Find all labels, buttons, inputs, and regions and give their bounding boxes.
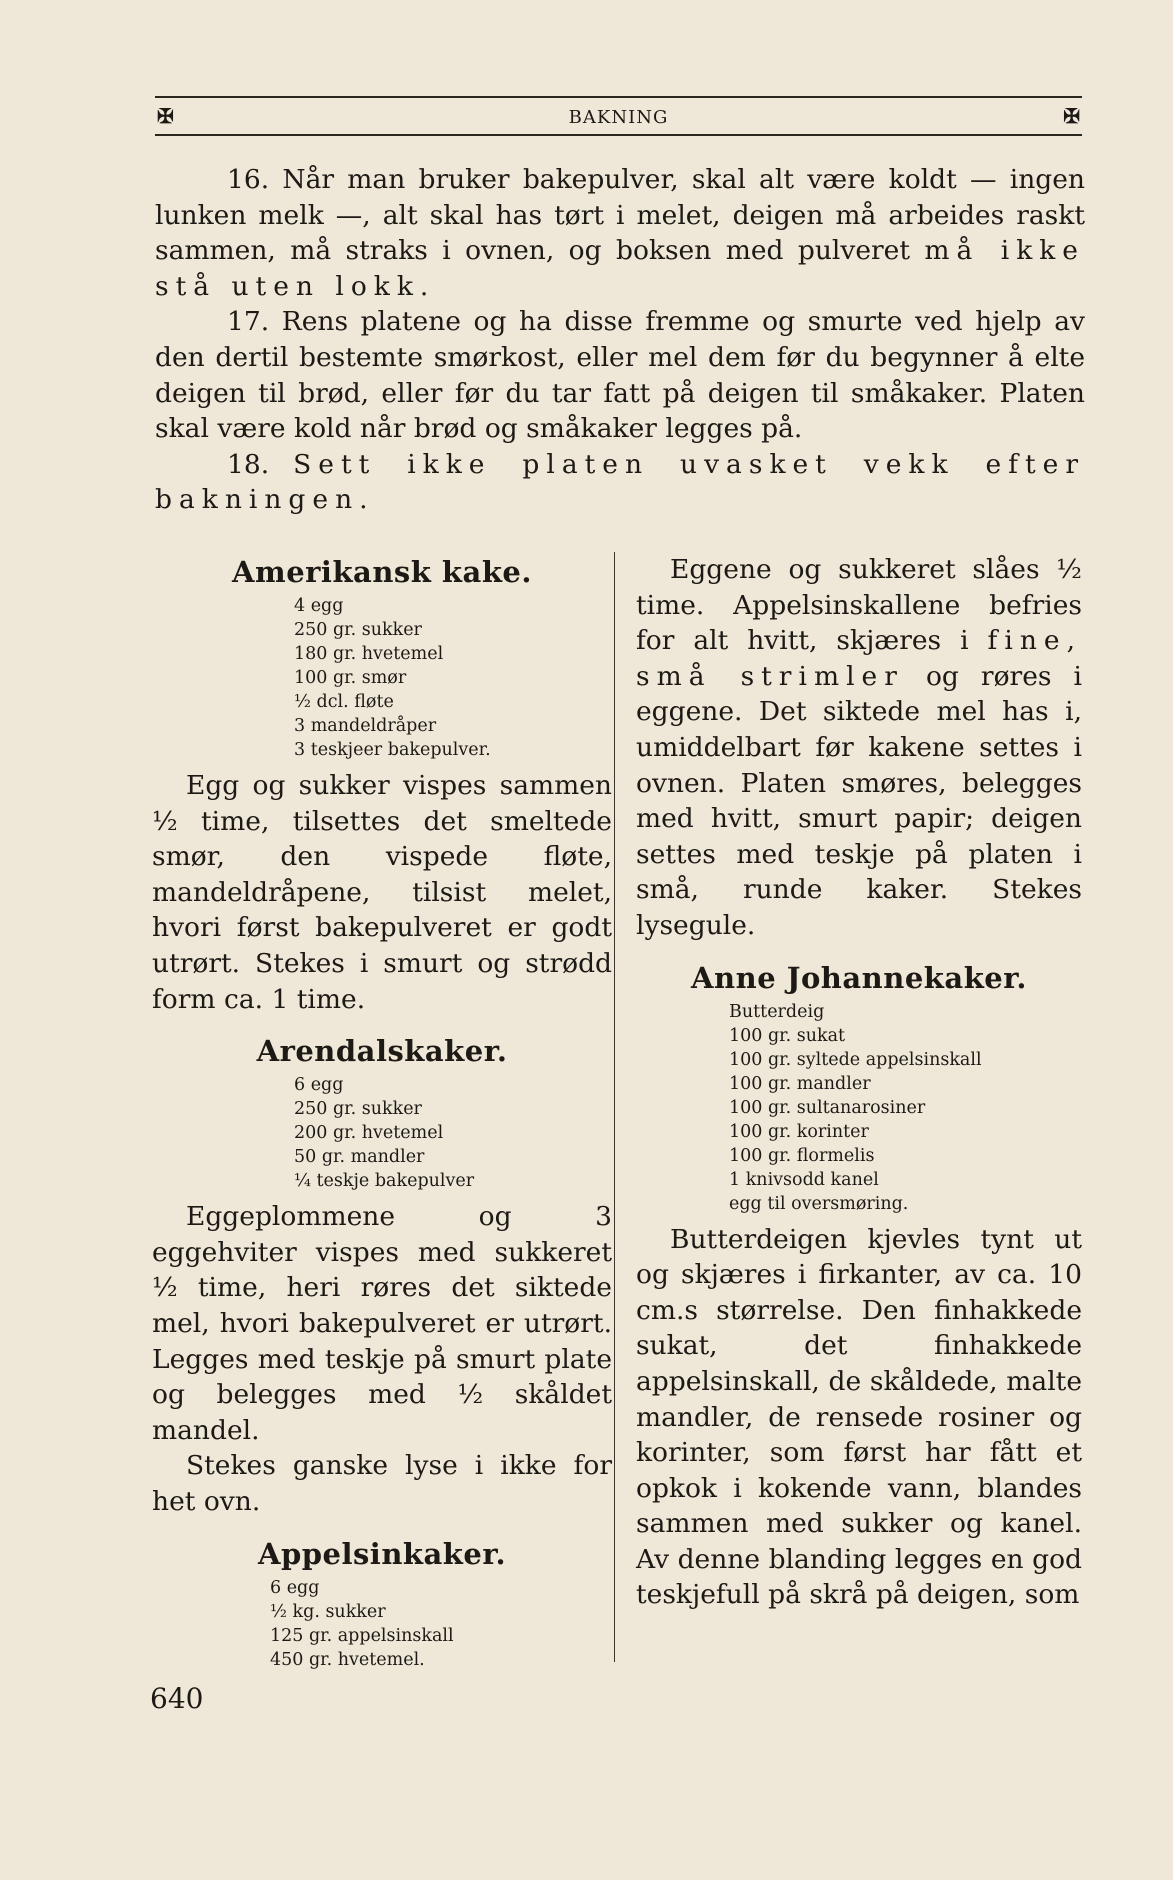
ingredient: 250 gr. sukker [294, 620, 422, 640]
ingredient: ½ kg. sukker [270, 1601, 386, 1622]
ingredient: 250 gr. sukker [294, 1099, 422, 1120]
running-header [155, 96, 1082, 136]
left-column [152, 552, 612, 1678]
ingredient: Butterdeig [729, 1001, 825, 1022]
ingredient: 100 gr. sultanarosiner [729, 1097, 926, 1118]
ingredient: 100 gr. syltede appelsinskall [729, 1049, 982, 1070]
rule-16: 16. Når man bruker bakepulver, skal alt være koldt — ingen lunken melk —, alt skal has tørt i melet, deigen må arbeides raskt sammen, må straks i ovnen, og boksen med pulveret må ikke stå uten lokk. [155, 164, 1085, 302]
ingredient: 125 gr. appelsinskall [270, 1625, 454, 1646]
ingredient: 50 gr. mandler [294, 1147, 425, 1168]
recipe-text-anne: Butterdeigen kjevles tynt ut og skjæres i firkanter, av ca. 10 cm.s størrelse. Den finhakkede sukat, det finhakkede appelsinskall, de skåldede, malte mandler, de rensede rosiner og korinter, som først har fått et opkok i kokende vann, blandes sammen med sukker og kanel. Av denne blanding legges en god teskjefull på skrå på deigen, som [636, 1223, 1082, 1611]
ingredient: 100 gr. korinter [729, 1121, 869, 1142]
ingredient-list-arendal [294, 1073, 612, 1193]
ingredient: 3 mandeldråper [294, 716, 437, 736]
rule-18: 18. Sett ikke platen uvasket vekk efter bakningen. [155, 448, 1085, 516]
ingredient-list-appelsin [270, 1576, 612, 1672]
recipe-text-amerikansk: Egg og sukker vispes sammen ½ time, tilsettes det smeltede smør, den vispede fløte, mandeldråpene, tilsist melet, hvori først bakepulveret er godt utrørt. Stekes i smurt og strødd form ca. 1 time. [152, 770, 612, 1015]
ingredient: 100 gr. mandler [729, 1073, 871, 1094]
recipe-title-appelsin: Appelsinkaker. [257, 1536, 507, 1571]
ingredient: 180 gr. hvetemel [294, 644, 444, 664]
recipe-text-arendal-2: Stekes ganske lyse i ikke for het ovn. [152, 1450, 612, 1517]
ingredient: ¼ teskje bakepulver [294, 1171, 475, 1192]
recipe-text-arendal: Eggeplommene og 3 eggehviter vispes med sukkeret ½ time, heri røres det siktede mel, hvori bakepulveret er utrørt. Legges med teskje på smurt plate og belegges med ½ skåldet mandel. [152, 1201, 612, 1446]
ingredient: 200 gr. hvetemel [294, 1123, 444, 1144]
rule-17: 17. Rens platene og ha disse fremme og smurte ved hjelp av den dertil bestemte smørkost, eller mel dem før du begynner å elte deigen til brød, eller før du tar fatt på deigen til småkaker. Platen skal være kold når brød og småkaker legges på. [155, 306, 1085, 445]
ornament-right-icon: ✠ [1063, 104, 1080, 128]
page-number: 640 [150, 1682, 204, 1715]
recipe-title-anne: Anne Johannekaker. [691, 960, 1027, 995]
ingredient: 100 gr. flormelis [729, 1145, 875, 1166]
intro-rules [155, 162, 1085, 518]
recipe-title-amerikansk: Amerikansk kake. [232, 555, 532, 589]
ingredient: 3 teskjeer bakepulver. [294, 740, 491, 760]
ingredient: ½ dcl. fløte [294, 692, 394, 712]
column-divider [614, 552, 615, 1662]
ingredient: 450 gr. hvetemel. [270, 1649, 425, 1670]
ingredient-list-amerikansk [294, 594, 612, 762]
ingredient-list-anne [729, 1000, 1082, 1216]
ingredient: 6 egg [294, 1075, 344, 1096]
recipe-text-appelsin: Eggene og sukkeret slåes ½ time. Appelsinskallene befries for alt hvitt, skjæres i fine, små strimler og røres i eggene. Det siktede mel has i, umiddelbart før kakene settes i ovnen. Platen smøres, belegges med hvitt, smurt papir; deigen settes med teskje på platen i små, runde kaker. Stekes lysegule. [636, 554, 1083, 941]
ingredient: 100 gr. smør [294, 668, 407, 688]
ingredient: 6 egg [270, 1577, 320, 1598]
recipe-title-arendal: Arendalskaker. [256, 1034, 508, 1069]
right-column [636, 552, 1082, 1613]
ornament-left-icon: ✠ [157, 104, 174, 128]
ingredient: 4 egg [294, 596, 344, 616]
ingredient: egg til oversmøring. [729, 1193, 909, 1214]
ingredient: 100 gr. sukat [729, 1025, 846, 1046]
ingredient: 1 knivsodd kanel [729, 1169, 879, 1190]
header-title: BAKNING [568, 107, 669, 128]
